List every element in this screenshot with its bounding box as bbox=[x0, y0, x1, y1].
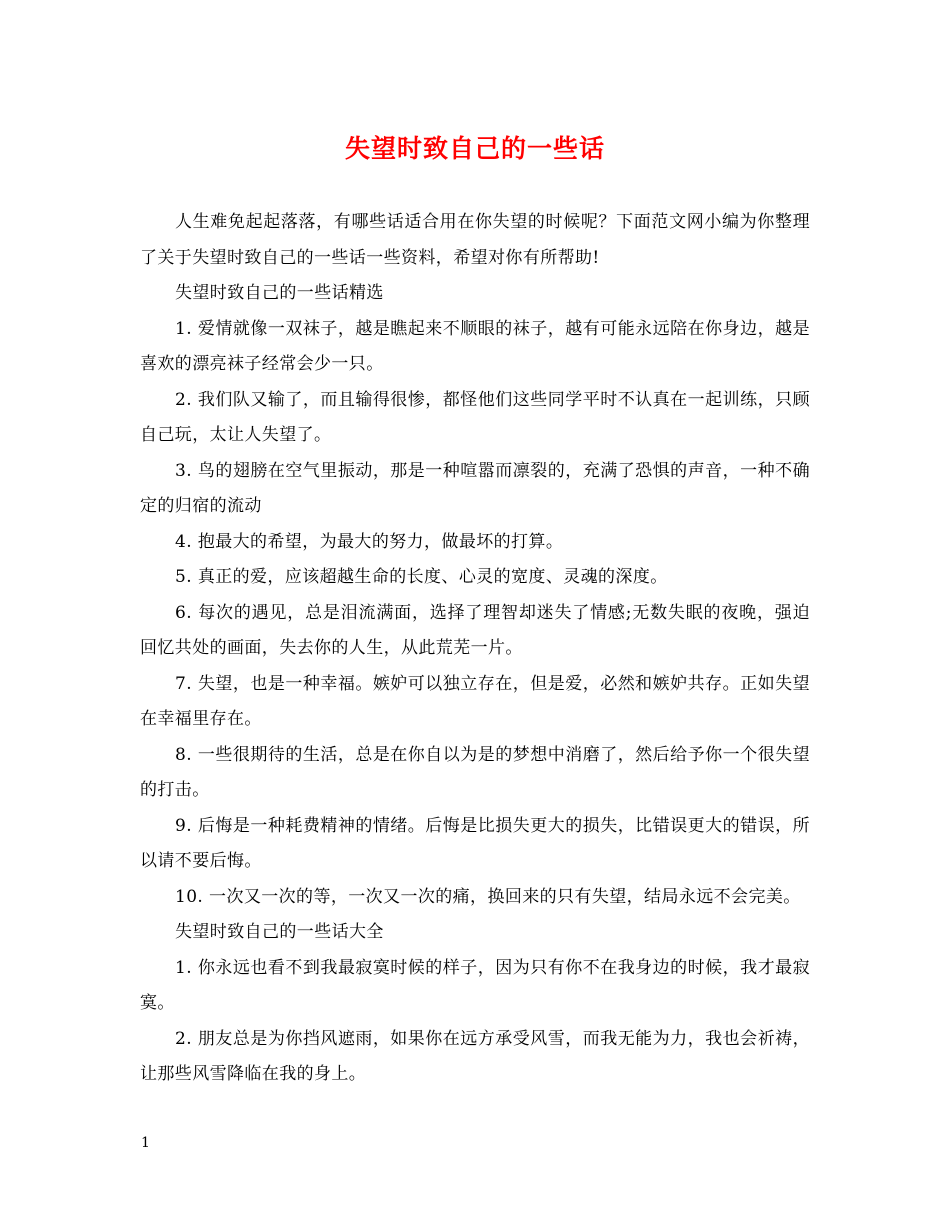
document-body bbox=[140, 205, 810, 1093]
section-heading-complete: 失望时致自己的一些话大全 bbox=[175, 922, 384, 942]
list-item: 2. 我们队又输了，而且输得很惨，都怪他们这些同学平时不认真在一起训练，只顾自己玩，太让人失望了。 bbox=[140, 389, 810, 445]
list-item: 9. 后悔是一种耗费精神的情绪。后悔是比损失更大的损失，比错误更大的错误，所以请不要后悔。 bbox=[140, 815, 810, 871]
list-item: 3. 鸟的翅膀在空气里振动，那是一种喧嚣而凛裂的，充满了恐惧的声音，一种不确定的归宿的流动 bbox=[140, 460, 810, 516]
list-item: 6. 每次的遇见，总是泪流满面，选择了理智却迷失了情感;无数失眠的夜晚，强迫回忆共处的画面，失去你的人生，从此荒芜一片。 bbox=[140, 602, 810, 658]
list-item: 10. 一次又一次的等，一次又一次的痛，换回来的只有失望，结局永远不会完美。 bbox=[175, 886, 801, 907]
paragraph-intro: 人生难免起起落落，有哪些话适合用在你失望的时候呢？下面范文网小编为你整理了关于失望时致自己的一些话一些资料，希望对你有所帮助! bbox=[140, 212, 810, 268]
section-heading-selected: 失望时致自己的一些话精选 bbox=[175, 283, 384, 303]
list-item: 2. 朋友总是为你挡风遮雨，如果你在远方承受风雪，而我无能为力，我也会祈祷，让那些风雪降临在我的身上。 bbox=[140, 1028, 810, 1084]
list-item: 5. 真正的爱，应该超越生命的长度、心灵的宽度、灵魂的深度。 bbox=[175, 567, 668, 587]
list-item: 8. 一些很期待的生活，总是在你自以为是的梦想中消磨了，然后给予你一个很失望的打击。 bbox=[140, 744, 810, 800]
list-item: 1. 你永远也看不到我最寂寞时候的样子，因为只有你不在我身边的时候，我才最寂寞。 bbox=[140, 957, 810, 1013]
document-title: 失望时致自己的一些话 bbox=[344, 134, 605, 163]
list-item: 1. 爱情就像一双袜子，越是瞧起来不顺眼的袜子，越有可能永远陪在你身边，越是喜欢的漂亮袜子经常会少一只。 bbox=[140, 318, 810, 374]
list-item: 4. 抱最大的希望，为最大的努力，做最坏的打算。 bbox=[175, 531, 564, 552]
page-number: 1 bbox=[141, 1135, 150, 1151]
list-item: 7. 失望，也是一种幸福。嫉妒可以独立存在，但是爱，必然和嫉妒共存。正如失望在幸福里存在。 bbox=[140, 673, 810, 729]
